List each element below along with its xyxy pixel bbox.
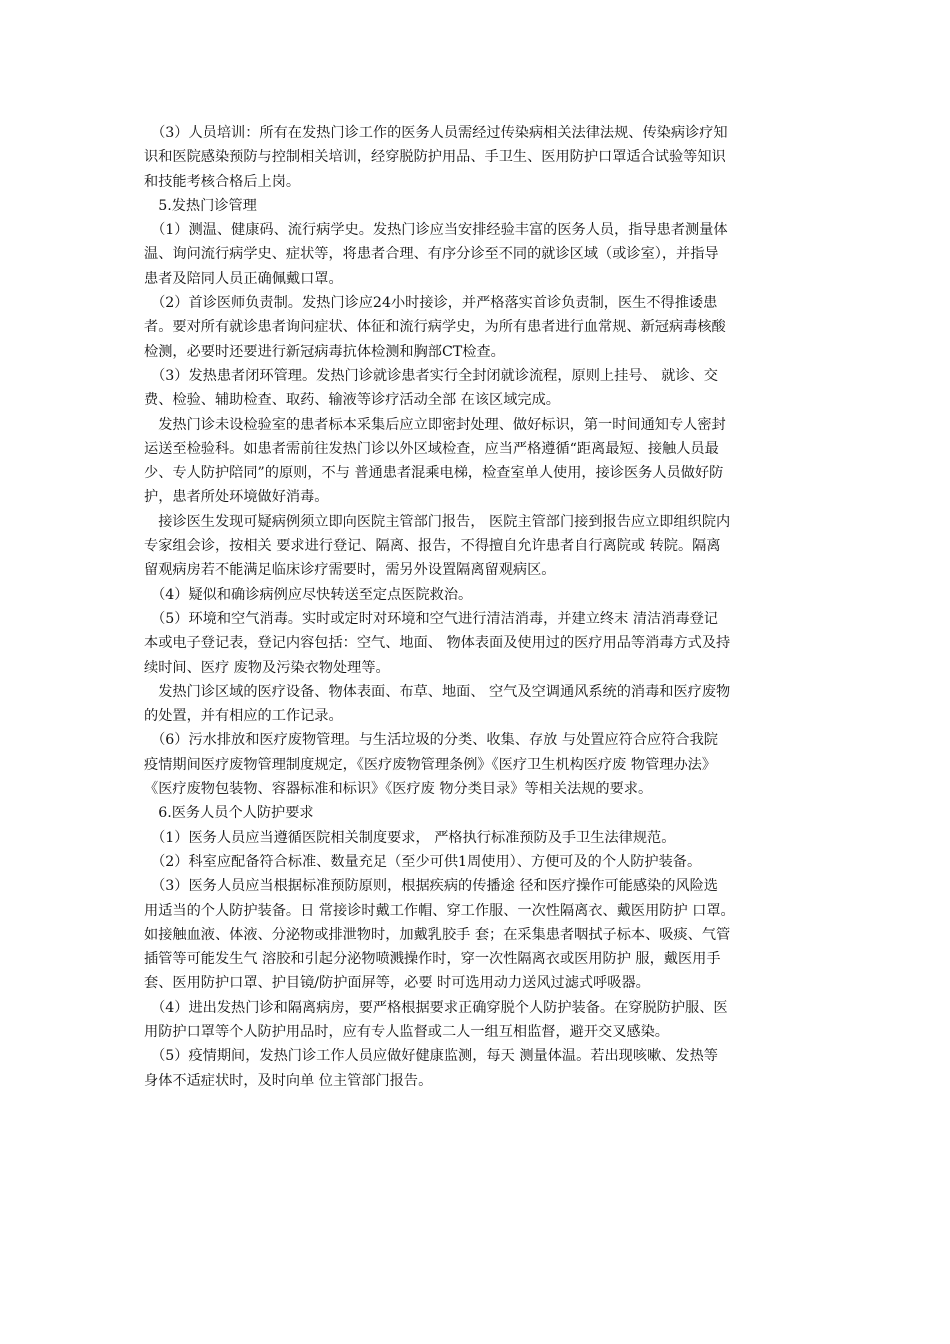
- text-line: （1）测温、健康码、流行病学史。发热门诊应当安排经验丰富的医务人员，指导患者测量体: [144, 222, 728, 239]
- text-line: 如接触血液、体液、分泌物或排泄物时，加戴乳胶手 套；在采集患者咽拭子标本、吸痰、气管: [144, 926, 731, 943]
- text-line: （4）进出发热门诊和隔离病房，要严格根据要求正确穿脱个人防护装备。在穿脱防护服、医: [144, 999, 728, 1016]
- paragraph: [144, 826, 810, 850]
- text-line: 温、询问流行病学史、症状等，将患者合理、有序分诊至不同的就诊区域（或诊室），并指导: [144, 246, 719, 263]
- paragraph: [144, 364, 810, 413]
- paragraph: [144, 728, 810, 801]
- paragraph: [144, 413, 810, 510]
- text-line: 身体不适症状时，及时向单 位主管部门报告。: [144, 1072, 433, 1089]
- text-line: （3）发热患者闭环管理。发热门诊就诊患者实行全封闭就诊流程，原则上挂号、 就诊、交: [144, 367, 718, 384]
- text-line: （2）首诊医师负责制。发热门诊应24小时接诊，并严格落实首诊负责制，医生不得推诿患: [144, 295, 718, 312]
- text-line: 用防护口罩等个人防护用品时，应有专人监督或二人一组互相监督，避开交叉感染。: [144, 1023, 669, 1040]
- document-body: [144, 121, 810, 1093]
- text-line: 运送至检验科。如患者需前往发热门诊以外区域检查，应当严格遵循“距离最短、接触人员最: [144, 440, 719, 457]
- text-line: （2）科室应配备符合标准、数量充足（至少可供1周使用）、方便可及的个人防护装备。: [144, 853, 702, 870]
- paragraph: [144, 121, 810, 194]
- paragraph: [144, 583, 810, 607]
- paragraph: [144, 680, 810, 729]
- paragraph: [144, 996, 810, 1045]
- text-line: 用适当的个人防护装备。日 常接诊时戴工作帽、穿工作服、一次性隔离衣、戴医用防护 口罩。: [144, 902, 735, 919]
- text-line: （1）医务人员应当遵循医院相关制度要求， 严格执行标准预防及手卫生法律规范。: [144, 829, 676, 846]
- text-line: （3）人员培训：所有在发热门诊工作的医务人员需经过传染病相关法律法规、传染病诊疗知: [144, 125, 728, 141]
- text-line: 留观病房若不能满足临床诊疗需要时，需另外设置隔离留观病区。: [144, 562, 556, 579]
- text-line: （6）污水排放和医疗废物管理。与生活垃圾的分类、收集、存放 与处置应符合应符合我院: [144, 732, 718, 749]
- text-line: 和技能考核合格后上岗。: [144, 173, 301, 190]
- text-line: 《医疗废物包装物、容器标准和标识》《医疗废 物分类目录》等相关法规的要求。: [144, 781, 653, 798]
- section-heading: [144, 801, 810, 825]
- paragraph: [144, 1044, 810, 1093]
- text-line: 专家组会诊，按相关 要求进行登记、隔离、报告，不得擅自允许患者自行离院或 转院。隔离: [144, 538, 721, 555]
- paragraph: [144, 510, 810, 583]
- text-line: （4）疑似和确诊病例应尽快转送至定点医院救治。: [144, 586, 473, 603]
- text-line: 识和医院感染预防与控制相关培训，经穿脱防护用品、手卫生、医用防护口罩适合试验等知识: [144, 149, 726, 166]
- text-line: 5.发热门诊管理: [144, 197, 257, 214]
- text-line: 少、专人防护陪同”的原则，不与 普通患者混乘电梯，检查室单人使用，接诊医务人员做好防: [144, 465, 724, 482]
- text-line: （5）环境和空气消毒。实时或定时对环境和空气进行清洁消毒，并建立终末 清洁消毒登记: [144, 610, 718, 627]
- text-line: 者。要对所有就诊患者询问症状、体征和流行病学史，为所有患者进行血常规、新冠病毒核酸: [144, 319, 726, 336]
- text-line: 套、医用防护口罩、护目镜/防护面屏等，必要 时可选用动力送风过滤式呼吸器。: [144, 975, 650, 992]
- text-line: 续时间、医疗 废物及污染衣物处理等。: [144, 659, 390, 676]
- paragraph: [144, 218, 810, 291]
- text-line: （5）疫情期间，发热门诊工作人员应做好健康监测，每天 测量体温。若出现咳嗽、发热等: [144, 1048, 718, 1065]
- paragraph: [144, 874, 810, 995]
- text-line: 发热门诊未设检验室的患者标本采集后应立即密封处理、做好标识，第一时间通知专人密封: [144, 416, 726, 433]
- text-line: 接诊医生发现可疑病例须立即向医院主管部门报告， 医院主管部门接到报告应立即组织院内: [144, 513, 731, 530]
- text-line: （3）医务人员应当根据标准预防原则，根据疾病的传播途 径和医疗操作可能感染的风险选: [144, 878, 718, 895]
- text-line: 疫情期间医疗废物管理制度规定，《医疗废物管理条例》《医疗卫生机构医疗废 物管理办法》: [144, 756, 717, 773]
- text-line: 患者及陪同人员正确佩戴口罩。: [144, 270, 343, 287]
- paragraph: [144, 607, 810, 680]
- text-line: 发热门诊区域的医疗设备、物体表面、布草、地面、 空气及空调通风系统的消毒和医疗废物: [144, 683, 731, 700]
- text-line: 插管等可能发生气 溶胶和引起分泌物喷溅操作时，穿一次性隔离衣或医用防护 服，戴医用手: [144, 951, 721, 968]
- text-line: 本或电子登记表，登记内容包括：空气、地面、 物体表面及使用过的医疗用品等消毒方式及持: [144, 635, 731, 652]
- text-line: 的处置，并有相应的工作记录。: [144, 708, 343, 725]
- paragraph: [144, 850, 810, 874]
- text-line: 费、检验、辅助检查、取药、输液等诊疗活动全部 在该区域完成。: [144, 392, 560, 409]
- text-line: 检测，必要时还要进行新冠病毒抗体检测和胸部CT检查。: [144, 343, 505, 360]
- paragraph: [144, 291, 810, 364]
- section-heading: [144, 194, 810, 218]
- text-line: 护，患者所处环境做好消毒。: [144, 489, 329, 506]
- text-line: 6.医务人员个人防护要求: [144, 805, 314, 822]
